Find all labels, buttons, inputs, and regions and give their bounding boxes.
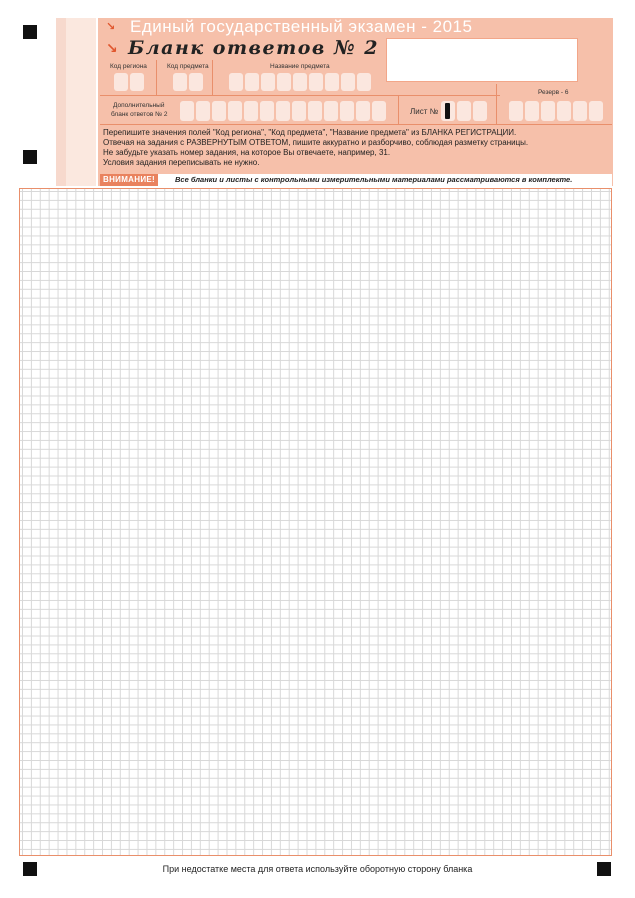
subject-name-cell[interactable] (245, 73, 259, 91)
reserve-cell[interactable] (573, 101, 587, 121)
subject-name-cell[interactable] (341, 73, 355, 91)
additional-form-cell[interactable] (212, 101, 226, 121)
subject-name-cell[interactable] (229, 73, 243, 91)
field-divider (156, 60, 157, 95)
reserve-cell[interactable] (541, 101, 555, 121)
sheet-no-cell[interactable] (473, 101, 487, 121)
field-divider (496, 84, 497, 124)
footer-note: При недостатке места для ответа используйте оборотную сторону бланка (162, 864, 473, 874)
answer-grid[interactable] (19, 188, 612, 856)
reserve-cell[interactable] (509, 101, 523, 121)
subject-name-cell[interactable] (277, 73, 291, 91)
header-left-strip-inner (66, 18, 96, 186)
region-code-label: Код региона (110, 63, 147, 70)
subject-name-cell[interactable] (261, 73, 275, 91)
field-divider (212, 60, 213, 95)
sheet-no-label: Лист № (410, 107, 439, 116)
subject-name-cell[interactable] (357, 73, 371, 91)
attention-text: Все бланки и листы с контрольными измерительными материалами рассматриваются в комплекте. (175, 175, 573, 184)
reserve-cell[interactable] (589, 101, 603, 121)
field-divider (398, 96, 399, 124)
additional-form-label-line2: бланк ответов № 2 (111, 111, 168, 118)
additional-form-cell[interactable] (228, 101, 242, 121)
instruction-line: Отвечая на задания с РАЗВЕРНУТЫМ ОТВЕТОМ, пишите аккуратно и разборчиво, соблюдая разметку страницы. (103, 138, 529, 147)
instructions (103, 128, 528, 168)
field-divider (100, 124, 612, 125)
additional-form-cell[interactable] (244, 101, 258, 121)
subject-name-cell[interactable] (325, 73, 339, 91)
reserve-label: Резерв - 6 (538, 89, 569, 96)
registration-marker-mid-left (23, 150, 37, 164)
additional-form-cell[interactable] (196, 101, 210, 121)
additional-form-cell[interactable] (180, 101, 194, 121)
sheet-no-mark (445, 103, 450, 119)
instruction-line: Не забудьте указать номер задания, на которое Вы отвечаете, например, 31. (103, 148, 391, 157)
region-code-cell[interactable] (114, 73, 128, 91)
additional-form-cell[interactable] (372, 101, 386, 121)
sheet-no-cell[interactable] (457, 101, 471, 121)
additional-form-cell[interactable] (340, 101, 354, 121)
reserve-cell[interactable] (557, 101, 571, 121)
instruction-line: Перепишите значения полей "Код региона", "Код предмета", "Название предмета" из БЛАНКА РЕГИСТРАЦИИ. (103, 128, 517, 137)
barcode-area (386, 38, 578, 82)
subject-code-label: Код предмета (167, 63, 209, 70)
region-code-cell[interactable] (130, 73, 144, 91)
subject-code-cell[interactable] (189, 73, 203, 91)
field-divider (100, 95, 500, 96)
subject-name-cell[interactable] (293, 73, 307, 91)
additional-form-cell[interactable] (324, 101, 338, 121)
arrow-icon: ↘ (106, 40, 118, 56)
additional-form-cell[interactable] (308, 101, 322, 121)
additional-form-cell[interactable] (356, 101, 370, 121)
subject-code-cell[interactable] (173, 73, 187, 91)
registration-marker-top-left (23, 25, 37, 39)
additional-form-cell[interactable] (276, 101, 290, 121)
subject-name-cell[interactable] (309, 73, 323, 91)
additional-form-label: Дополнительный (113, 102, 165, 109)
attention-label: ВНИМАНИЕ! (100, 174, 158, 186)
reserve-cell[interactable] (525, 101, 539, 121)
form-title: Бланк ответов № 2 (128, 37, 379, 59)
additional-form-cell[interactable] (260, 101, 274, 121)
subject-name-label: Название предмета (270, 63, 330, 70)
additional-form-cell[interactable] (292, 101, 306, 121)
arrow-icon: ↘ (106, 21, 116, 33)
instruction-line: Условия задания переписывать не нужно. (103, 158, 260, 167)
exam-title: Единый государственный экзамен - 2015 (130, 17, 473, 36)
